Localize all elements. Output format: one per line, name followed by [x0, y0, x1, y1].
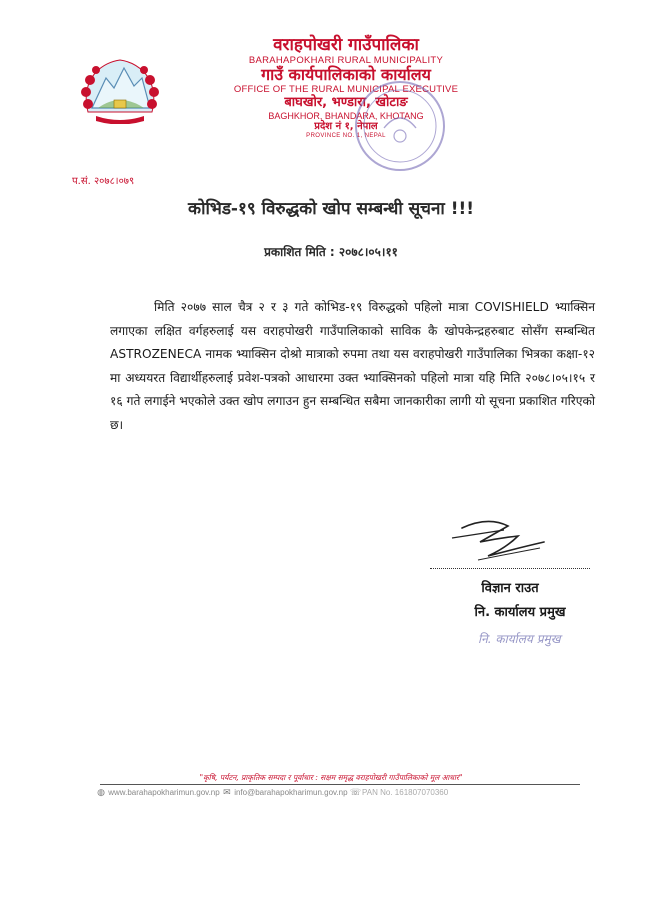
province-np: प्रदेश नं १, नेपाल: [314, 121, 378, 133]
footer-motto: "कृषि, पर्यटन, प्राकृतिक सम्पदा र पूर्वाधार : सक्षम समृद्ध वराहपोखरी गाउँपालिकाको मूल आधार": [199, 773, 463, 782]
signature-line: [430, 568, 590, 569]
notice-title: कोभिड-१९ विरुद्धको खोप सम्बन्धी सूचना !!!: [188, 199, 474, 219]
location-np: बाघखोर, भण्डारा, खोटाङ: [284, 94, 408, 110]
office-name-np: गाउँ कार्यपालिकाको कार्यालय: [261, 65, 431, 85]
nepal-emblem-logo: [78, 52, 162, 124]
notice-body: मिति २०७७ साल चैत्र २ र ३ गते कोभिड-१९ विरुद्धको पहिलो मात्रा COVISHIELD भ्याक्सिन लगाएका लक्षित वर्गहरुलाई यस वराहपोखरी गाउँपालिकाको साविक कै खोपकेन्द्रहरुबाट सोसँग सम्बन्धित ASTROZENECA नामक भ्याक्सिन दोश्रो मात्राको रुपमा तथा यस वराहपोखरी गाउँपालिका भित्रका कक्षा-१२ मा अध्ययरत विद्यार्थीहरुलाई प्रवेश-पत्रको आधारमा उक्त भ्याक्सिनको पहिलो मात्रा यहि मिति २०७८।०५।१५ र १६ गते लगाईने भएकोले उक्त खोप लगाउन हुन सम्बन्धित सबैमा जानकारीका लागी यो सूचना प्रकाशित गरिएको छ।: [110, 300, 595, 432]
municipality-name-np: वराहपोखरी गाउँपालिका: [273, 35, 419, 55]
globe-icon: ◍: [97, 787, 105, 797]
pan-number: PAN No. 161807070360: [362, 788, 449, 797]
location-en: BAGHKHOR, BHANDARA, KHOTANG: [268, 110, 424, 121]
email-link[interactable]: info@barahapokharimun.gov.np: [234, 788, 348, 797]
reference-number: प.सं. २०७८।०७९: [72, 176, 135, 187]
letterhead: [160, 36, 532, 139]
title-stamp: नि. कार्यालय प्रमुख: [478, 632, 561, 646]
province-en: PROVINCE NO. 1, NEPAL: [306, 132, 386, 139]
office-round-stamp: [352, 78, 448, 174]
municipality-name-en: BARAHAPOKHARI RURAL MUNICIPALITY: [248, 54, 444, 66]
footer-divider: [100, 784, 580, 785]
signer-title: नि. कार्यालय प्रमुख: [474, 605, 566, 620]
published-date: प्रकाशित मिति : २०७८।०५।११: [264, 245, 398, 259]
handwritten-signature: [448, 508, 558, 572]
website-link[interactable]: www.barahapokharimun.gov.np: [108, 788, 220, 797]
phone-icon: ☏: [349, 787, 362, 797]
mail-icon: ✉: [223, 787, 231, 797]
footer-contacts: [96, 787, 596, 798]
office-name-en: OFFICE OF THE RURAL MUNICIPAL EXECUTIVE: [233, 83, 459, 95]
signer-name: विज्ञान राउत: [481, 581, 539, 596]
